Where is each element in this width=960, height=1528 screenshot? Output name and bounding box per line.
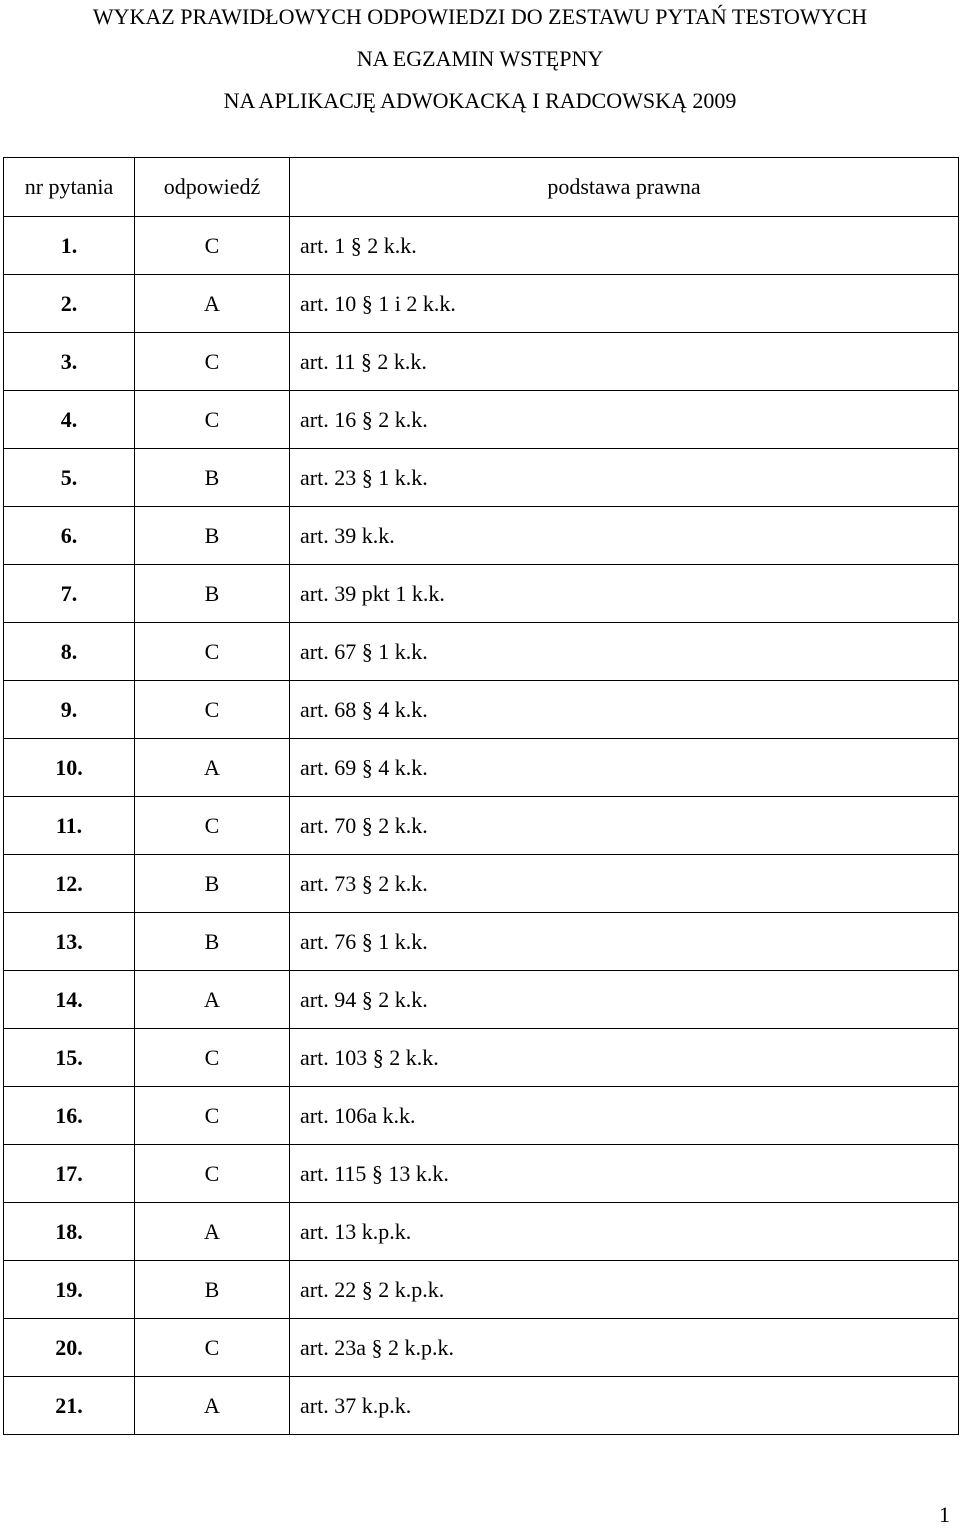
document-title-line-1: WYKAZ PRAWIDŁOWYCH ODPOWIEDZI DO ZESTAWU PYTAŃ TESTOWYCH [92, 4, 868, 29]
question-number: 2. [4, 275, 135, 333]
question-number: 15. [4, 1029, 135, 1087]
legal-basis: art. 10 § 1 i 2 k.k. [290, 275, 959, 333]
answer-letter: C [135, 1029, 290, 1087]
table-row [4, 275, 959, 333]
question-number: 14. [4, 971, 135, 1029]
table-row [4, 1145, 959, 1203]
legal-basis: art. 76 § 1 k.k. [290, 913, 959, 971]
answers-table [3, 157, 959, 1435]
question-number: 17. [4, 1145, 135, 1203]
answer-letter: A [135, 739, 290, 797]
question-number: 20. [4, 1319, 135, 1377]
table-row [4, 971, 959, 1029]
table-row [4, 1319, 959, 1377]
question-number: 5. [4, 449, 135, 507]
legal-basis: art. 23a § 2 k.p.k. [290, 1319, 959, 1377]
table-row [4, 1087, 959, 1145]
table-row [4, 449, 959, 507]
table-row [4, 855, 959, 913]
table-row [4, 739, 959, 797]
legal-basis: art. 13 k.p.k. [290, 1203, 959, 1261]
legal-basis: art. 94 § 2 k.k. [290, 971, 959, 1029]
table-row [4, 1377, 959, 1435]
legal-basis: art. 103 § 2 k.k. [290, 1029, 959, 1087]
table-row [4, 1029, 959, 1087]
header-question-number: nr pytania [4, 158, 135, 217]
legal-basis: art. 39 pkt 1 k.k. [290, 565, 959, 623]
answer-letter: C [135, 217, 290, 275]
table-row [4, 623, 959, 681]
table-row [4, 391, 959, 449]
legal-basis: art. 68 § 4 k.k. [290, 681, 959, 739]
answer-letter: C [135, 797, 290, 855]
question-number: 21. [4, 1377, 135, 1435]
question-number: 7. [4, 565, 135, 623]
legal-basis: art. 67 § 1 k.k. [290, 623, 959, 681]
legal-basis: art. 39 k.k. [290, 507, 959, 565]
legal-basis: art. 16 § 2 k.k. [290, 391, 959, 449]
question-number: 13. [4, 913, 135, 971]
question-number: 4. [4, 391, 135, 449]
question-number: 16. [4, 1087, 135, 1145]
header-legal-basis: podstawa prawna [290, 158, 959, 217]
table-row [4, 507, 959, 565]
question-number: 12. [4, 855, 135, 913]
answer-letter: B [135, 855, 290, 913]
question-number: 6. [4, 507, 135, 565]
answer-letter: B [135, 913, 290, 971]
legal-basis: art. 37 k.p.k. [290, 1377, 959, 1435]
legal-basis: art. 22 § 2 k.p.k. [290, 1261, 959, 1319]
document-title-line-3: NA APLIKACJĘ ADWOKACKĄ I RADCOWSKĄ 2009 [223, 88, 737, 113]
legal-basis: art. 115 § 13 k.k. [290, 1145, 959, 1203]
question-number: 11. [4, 797, 135, 855]
answer-letter: C [135, 1087, 290, 1145]
answer-letter: B [135, 565, 290, 623]
legal-basis: art. 23 § 1 k.k. [290, 449, 959, 507]
answer-letter: A [135, 1377, 290, 1435]
answer-letter: C [135, 681, 290, 739]
legal-basis: art. 70 § 2 k.k. [290, 797, 959, 855]
table-row [4, 217, 959, 275]
question-number: 9. [4, 681, 135, 739]
page-number: 1 [939, 1502, 950, 1527]
table-row [4, 913, 959, 971]
question-number: 8. [4, 623, 135, 681]
header-answer: odpowiedź [135, 158, 290, 217]
answer-letter: B [135, 507, 290, 565]
question-number: 3. [4, 333, 135, 391]
answer-letter: C [135, 391, 290, 449]
answer-letter: A [135, 971, 290, 1029]
table-row [4, 1261, 959, 1319]
table-row [4, 565, 959, 623]
answer-letter: A [135, 275, 290, 333]
question-number: 10. [4, 739, 135, 797]
document-title-line-2: NA EGZAMIN WSTĘPNY [356, 46, 604, 71]
question-number: 18. [4, 1203, 135, 1261]
answer-letter: C [135, 333, 290, 391]
table-row [4, 1203, 959, 1261]
answer-letter: C [135, 623, 290, 681]
table-row [4, 333, 959, 391]
question-number: 19. [4, 1261, 135, 1319]
answer-letter: A [135, 1203, 290, 1261]
question-number: 1. [4, 217, 135, 275]
answer-letter: C [135, 1319, 290, 1377]
answer-letter: C [135, 1145, 290, 1203]
legal-basis: art. 106a k.k. [290, 1087, 959, 1145]
table-row [4, 797, 959, 855]
legal-basis: art. 11 § 2 k.k. [290, 333, 959, 391]
answer-letter: B [135, 449, 290, 507]
table-header-row [4, 158, 959, 217]
table-row [4, 681, 959, 739]
legal-basis: art. 1 § 2 k.k. [290, 217, 959, 275]
legal-basis: art. 69 § 4 k.k. [290, 739, 959, 797]
answer-letter: B [135, 1261, 290, 1319]
legal-basis: art. 73 § 2 k.k. [290, 855, 959, 913]
